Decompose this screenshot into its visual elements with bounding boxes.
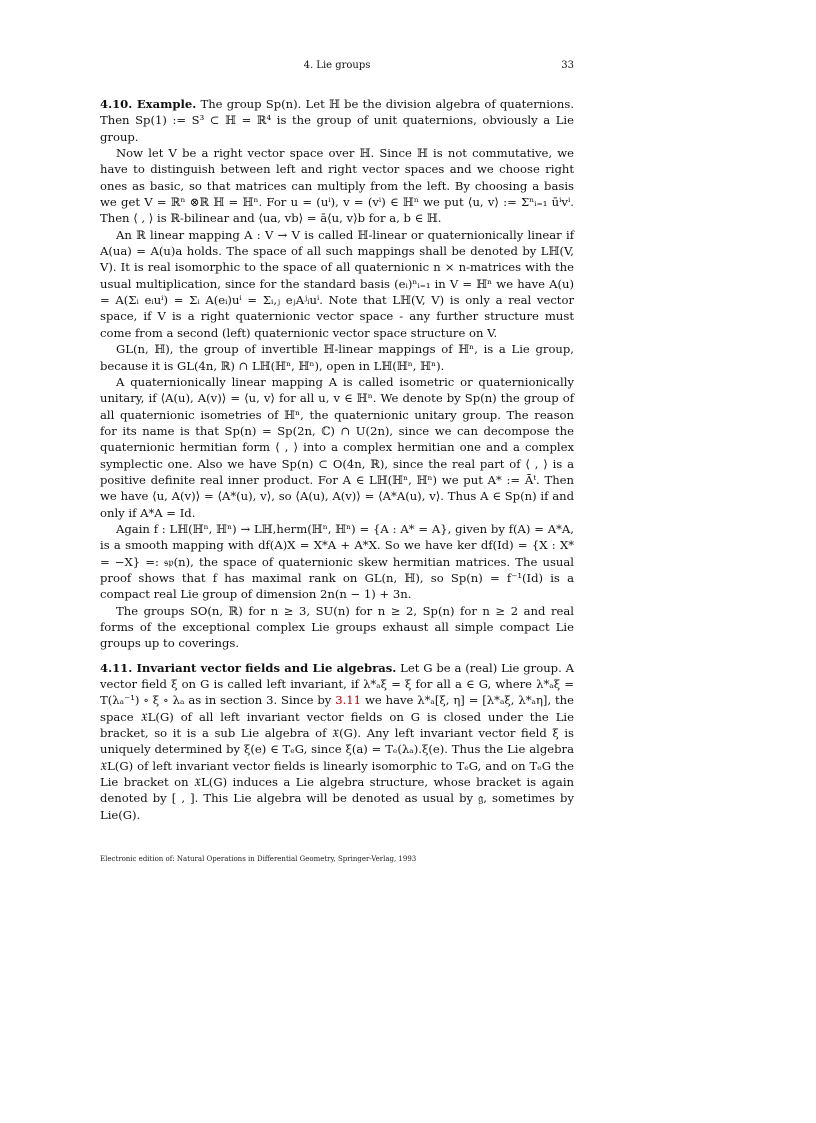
section-heading-4-10: 4.10. Example. (100, 97, 197, 111)
paragraph-4-10-intro (100, 96, 574, 145)
page-number: 33 (561, 60, 574, 71)
paragraph: Again f : Lℍ(ℍⁿ, ℍⁿ) → Lℍ,herm(ℍⁿ, ℍⁿ) = {A : A* = A}, given by f(A) = A*A, is a smooth mapping with df(A)X = X*A + A*X. So we have ker df(Id) = {X : X* = −X} =: 𝔰𝔭(n), the space of quaternionic skew hermitian matrices. The usual proof shows that f has maximal rank on GL(n, ℍ), so Sp(n) = f⁻¹(Id) is a compact real Lie group of dimension 2n(n − 1) + 3n. (100, 521, 574, 602)
body-text (100, 96, 574, 823)
paragraph: An ℝ linear mapping A : V → V is called ℍ-linear or quaternionically linear if A(ua) = A(u)a holds. The space of all such mappings shall be denoted by Lℍ(V, V). It is real isomorphic to the space of all quaternionic n × n-matrices with the usual multiplication, since for the standard basis (eᵢ)ⁿᵢ₌₁ in V = ℍⁿ we have A(u) = A(Σᵢ eᵢuⁱ) = Σᵢ A(eᵢ)uⁱ = Σᵢ,ⱼ eⱼAʲᵢuⁱ. Note that Lℍ(V, V) is only a real vector space, if V is a right quaternionic vector space - any further structure must come from a second (left) quaternionic vector space structure on V. (100, 227, 574, 340)
paragraph-text: The group Sp(n). Let ℍ be the division algebra of quaternions. Then Sp(1) := S³ ⊂ ℍ = ℝ⁴ is the group of unit quaternions, obviously a Lie group. (100, 97, 575, 144)
paragraph-text: we have λ*ₐ[ξ, η] = [λ*ₐξ, λ*ₐη], the space 𝔛L(G) of all left invariant vector fields on G is closed under the Lie bracket, so it is a sub Lie algebra of 𝔛(G). Any left invariant vector field ξ is uniquely determined by ξ(e) ∈ TₑG, since ξ(a) = Tₑ(λₐ).ξ(e). Thus the Lie algebra 𝔛L(G) of left invariant vector fields is linearly isomorphic to TₑG, and on TₑG the Lie bracket on 𝔛L(G) induces a Lie algebra structure, whose bracket is again denoted by [ , ]. This Lie algebra will be denoted as usual by 𝔤, sometimes by Lie(G). (100, 693, 575, 822)
running-title: 4. Lie groups (303, 60, 371, 71)
footer-note: Electronic edition of: Natural Operations in Differential Geometry, Springer-Verlag, 1993 (100, 855, 417, 863)
paragraph: Now let V be a right vector space over ℍ. Since ℍ is not commutative, we have to distinguish between left and right vector spaces and we choose right ones as basic, so that matrices can multiply from the left. By choosing a basis we get V = ℝⁿ ⊗ℝ ℍ = ℍⁿ. For u = (uⁱ), v = (vⁱ) ∈ ℍⁿ we put ⟨u, v⟩ := Σⁿᵢ₌₁ ūⁱvⁱ. Then ⟨ , ⟩ is ℝ-bilinear and ⟨ua, vb⟩ = ā⟨u, v⟩b for a, b ∈ ℍ. (100, 146, 574, 226)
paragraph-text: Let G be a (real) Lie group. A vector field ξ on G is called left invariant, if λ*ₐξ = ξ for all a ∈ G, where λ*ₐξ = T(λₐ⁻¹) ∘ ξ ∘ λₐ as in section 3. Since by (100, 660, 574, 708)
section-heading-4-11: 4.11. Invariant vector fields and Lie algebras. (100, 660, 397, 675)
paragraph-4-11 (100, 660, 574, 823)
paragraph: The groups SO(n, ℝ) for n ≥ 3, SU(n) for n ≥ 2, Sp(n) for n ≥ 2 and real forms of the exceptional complex Lie groups exhaust all simple compact Lie groups up to coverings. (100, 603, 574, 651)
page (100, 60, 574, 823)
paragraph: A quaternionically linear mapping A is called isometric or quaternionically unitary, if ⟨A(u), A(v)⟩ = ⟨u, v⟩ for all u, v ∈ ℍⁿ. We denote by Sp(n) the group of all quaternionic isometries of ℍⁿ, the quaternionic unitary group. The reason for its name is that Sp(n) = Sp(2n, ℂ) ∩ U(2n), since we can decompose the quaternionic hermitian form ⟨ , ⟩ into a complex hermitian one and a complex symplectic one. Also we have Sp(n) ⊂ O(4n, ℝ), since the real part of ⟨ , ⟩ is a positive definite real inner product. For A ∈ Lℍ(ℍⁿ, ℍⁿ) we put A* := Āᵗ. Then we have ⟨u, A(v)⟩ = ⟨A*(u), v⟩, so ⟨A(u), A(v)⟩ = ⟨A*A(u), v⟩. Thus A ∈ Sp(n) if and only if A*A = Id. (100, 374, 574, 520)
cross-reference-link[interactable]: 3.11 (335, 693, 362, 708)
paragraph: GL(n, ℍ), the group of invertible ℍ-linear mappings of ℍⁿ, is a Lie group, because it is GL(4n, ℝ) ∩ Lℍ(ℍⁿ, ℍⁿ), open in Lℍ(ℍⁿ, ℍⁿ). (100, 342, 574, 373)
running-head (100, 60, 574, 78)
